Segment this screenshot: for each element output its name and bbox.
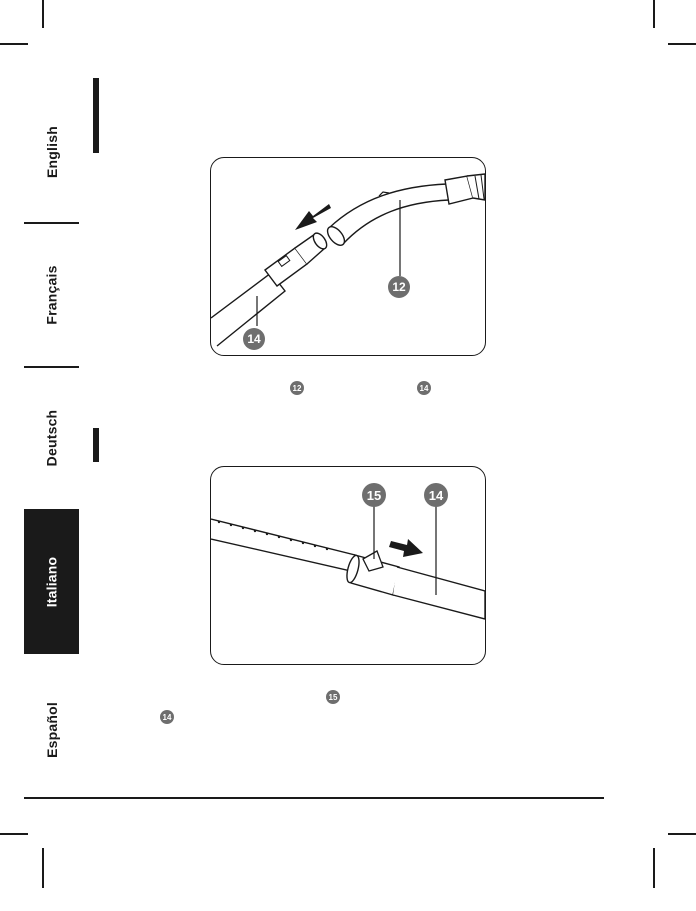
figure-remove-tube-from-handle xyxy=(210,157,486,356)
inner-tube xyxy=(211,519,355,571)
language-tab-label: Italiano xyxy=(43,556,60,607)
callout-15: 15 xyxy=(362,483,386,507)
callout-12: 12 xyxy=(388,276,410,298)
crop-mark xyxy=(653,0,655,28)
footer-rule xyxy=(24,797,604,799)
figure-adjust-tube-length xyxy=(210,466,486,665)
crop-mark xyxy=(42,0,44,28)
section-marker xyxy=(93,428,99,462)
language-tab-label: Español xyxy=(43,702,60,758)
language-tab-label: English xyxy=(43,126,60,178)
callout-14: 14 xyxy=(424,483,448,507)
direction-arrow xyxy=(389,539,423,557)
language-tab-deutsch[interactable] xyxy=(24,398,79,478)
caption-callout-12: 12 xyxy=(290,381,304,395)
outer-tube xyxy=(393,567,485,619)
tab-divider xyxy=(24,366,79,368)
direction-arrow xyxy=(295,204,331,230)
callout-14: 14 xyxy=(243,328,265,350)
crop-mark xyxy=(0,833,28,835)
language-tab-francais[interactable] xyxy=(24,252,79,338)
crop-mark xyxy=(668,43,696,45)
crop-mark xyxy=(42,848,44,888)
language-tab-italiano[interactable] xyxy=(24,509,79,654)
language-tab-english[interactable] xyxy=(24,110,79,194)
language-tab-label: Deutsch xyxy=(43,409,60,467)
caption-callout-15: 15 xyxy=(326,690,340,704)
crop-mark xyxy=(653,848,655,888)
crop-mark xyxy=(0,43,28,45)
caption-callout-14: 14 xyxy=(417,381,431,395)
illustration-handle-tube xyxy=(211,158,485,355)
language-tab-label: Français xyxy=(43,265,60,325)
language-tab-espanol[interactable] xyxy=(24,690,79,770)
section-marker xyxy=(93,78,99,153)
tab-divider xyxy=(24,222,79,224)
caption-callout-14: 14 xyxy=(160,710,174,724)
crop-mark xyxy=(668,833,696,835)
